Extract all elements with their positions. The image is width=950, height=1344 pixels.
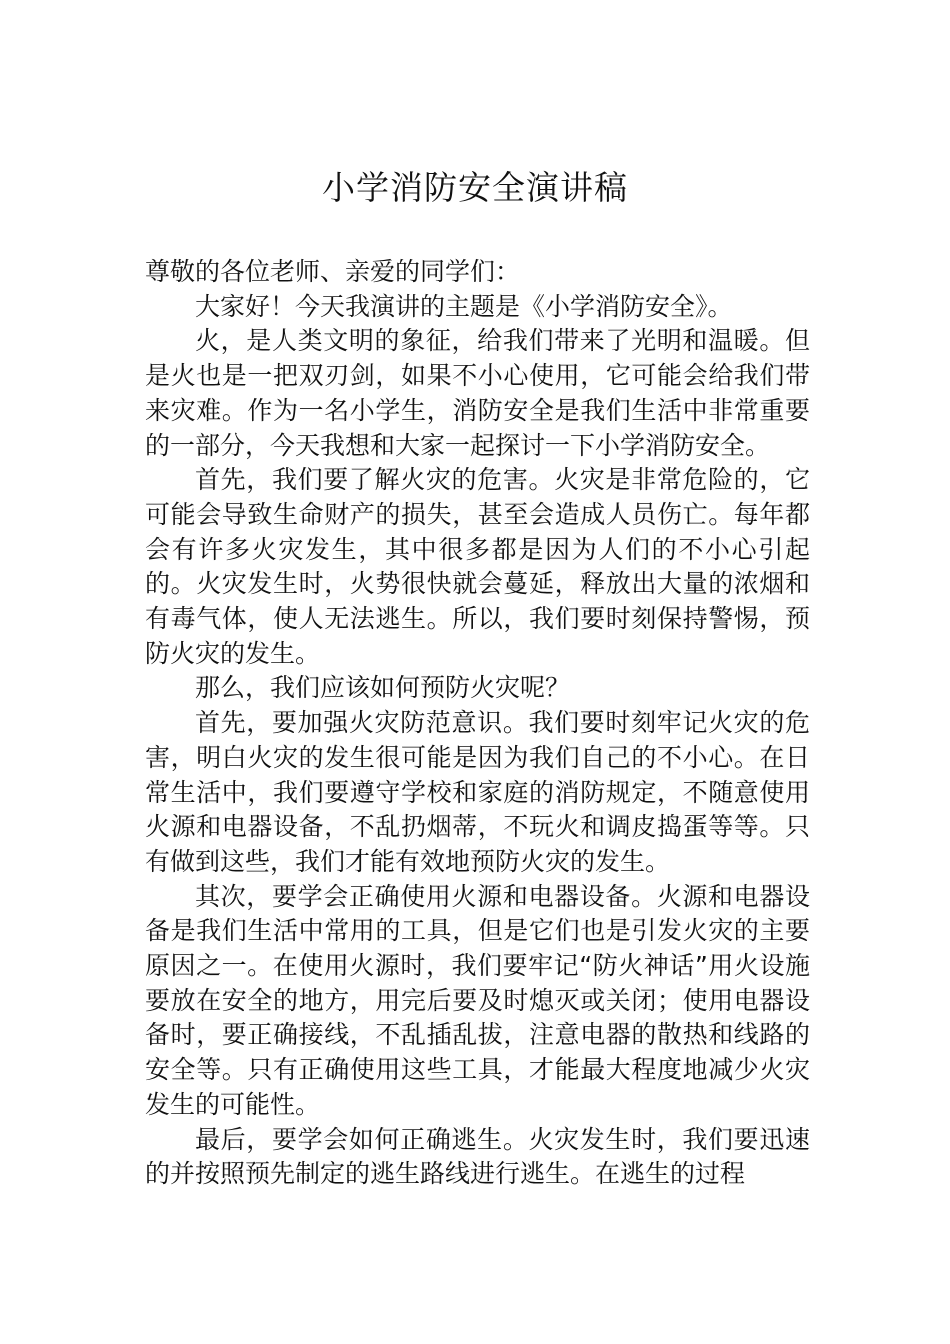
paragraph-question: 那么，我们应该如何预防火灾呢？: [195, 673, 571, 703]
paragraph-greeting: 大家好！今天我演讲的主题是《小学消防安全》。: [195, 291, 733, 321]
document-title: 小学消防安全演讲稿: [322, 168, 628, 207]
paragraph-equipment: 其次，要学会正确使用火源和电器设备。火源和电器设备是我们生活中常用的工具，但是它们也是引发火灾的主要原因之一。在使用火源时，我们要牢记“防火神话”用火设施要放在安全的地方，用完后要及时熄灭或关闭；使用电器设备时，要正确接线，不乱插乱拔，注意电器的散热和线路的安全等。只有正确使用这些工具，才能最大程度地减少火灾发生的可能性。: [145, 881, 810, 1119]
paragraph-awareness: 首先，要加强火灾防范意识。我们要时刻牢记火灾的危害，明白火灾的发生很可能是因为我们自己的不小心。在日常生活中，我们要遵守学校和家庭的消防规定，不随意使用火源和电器设备，不乱扔烟蒂，不玩火和调皮捣蛋等等。只有做到这些，我们才能有效地预防火灾的发生。: [145, 708, 810, 876]
paragraph-escape: 最后，要学会如何正确逃生。火灾发生时，我们要迅速的并按照预先制定的逃生路线进行逃生。在逃生的过程: [145, 1124, 810, 1189]
document-body: [145, 255, 810, 1192]
paragraph-dangers: 首先，我们要了解火灾的危害。火灾是非常危险的，它可能会导致生命财产的损失，甚至会造成人员伤亡。每年都会有许多火灾发生，其中很多都是因为人们的不小心引起的。火灾发生时，火势很快就会蔓延，释放出大量的浓烟和有毒气体，使人无法逃生。所以，我们要时刻保持警惕，预防火灾的发生。: [145, 465, 810, 668]
salutation: 尊敬的各位老师、亲爱的同学们：: [145, 257, 521, 286]
paragraph-intro: 火，是人类文明的象征，给我们带来了光明和温暖。但是火也是一把双刃剑，如果不小心使用，它可能会给我们带来灾难。作为一名小学生，消防安全是我们生活中非常重要的一部分，今天我想和大家一起探讨一下小学消防安全。: [145, 326, 810, 460]
